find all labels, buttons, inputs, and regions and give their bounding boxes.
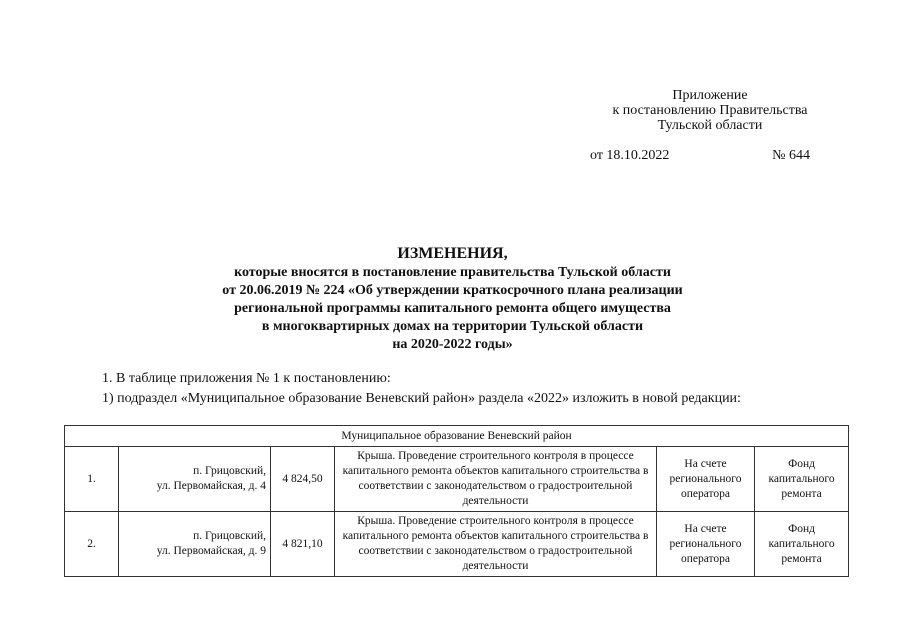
table-row xyxy=(65,512,849,577)
document-title xyxy=(150,244,755,354)
row-account: На счете регионального оператора xyxy=(657,447,755,512)
title-line: которые вносятся в постановление правительства Тульской области xyxy=(234,265,671,280)
table-section-title: Муниципальное образование Веневский район xyxy=(65,426,849,447)
resolution-date: от 18.10.2022 xyxy=(590,148,670,163)
row-number: 1. xyxy=(65,447,119,512)
resolution-date-line xyxy=(590,148,810,164)
address-line: ул. Первомайская, д. 9 xyxy=(156,545,266,557)
row-funding-source: Фонд капитального ремонта xyxy=(755,512,849,577)
paragraph-1: 1. В таблице приложения № 1 к постановлению: xyxy=(102,371,391,386)
resolution-number: № 644 xyxy=(772,148,810,163)
address-line: п. Грицовский, xyxy=(193,530,266,542)
table-row xyxy=(65,447,849,512)
paragraph-2: 1) подраздел «Муниципальное образование Веневский район» раздела «2022» изложить в новой редакции: xyxy=(102,391,741,406)
row-cost: 4 821,10 xyxy=(271,512,335,577)
row-number: 2. xyxy=(65,512,119,577)
row-funding-source: Фонд капитального ремонта xyxy=(755,447,849,512)
row-cost: 4 824,50 xyxy=(271,447,335,512)
title-line: региональной программы капитального ремонта общего имущества xyxy=(234,301,671,316)
address-line: ул. Первомайская, д. 4 xyxy=(156,480,266,492)
appendix-block xyxy=(580,88,840,133)
title-line: от 20.06.2019 № 224 «Об утверждении краткосрочного плана реализации xyxy=(222,283,683,298)
row-work-description: Крыша. Проведение строительного контроля в процессе капитального ремонта объектов капитального строительства в соответствии с законодательством о градостроительной деятельности xyxy=(335,447,657,512)
changes-table xyxy=(64,425,849,577)
row-address xyxy=(119,512,271,577)
row-work-description: Крыша. Проведение строительного контроля в процессе капитального ремонта объектов капитального строительства в соответствии с законодательством о градостроительной деятельности xyxy=(335,512,657,577)
row-account: На счете регионального оператора xyxy=(657,512,755,577)
row-address xyxy=(119,447,271,512)
title-heading: ИЗМЕНЕНИЯ, xyxy=(397,245,508,262)
address-line: п. Грицовский, xyxy=(193,465,266,477)
title-line: на 2020-2022 годы» xyxy=(392,337,513,352)
appendix-line: к постановлению Правительства xyxy=(612,103,808,118)
title-line: в многоквартирных домах на территории Тульской области xyxy=(261,319,644,334)
appendix-line: Приложение xyxy=(672,88,748,103)
appendix-line: Тульской области xyxy=(657,118,763,133)
